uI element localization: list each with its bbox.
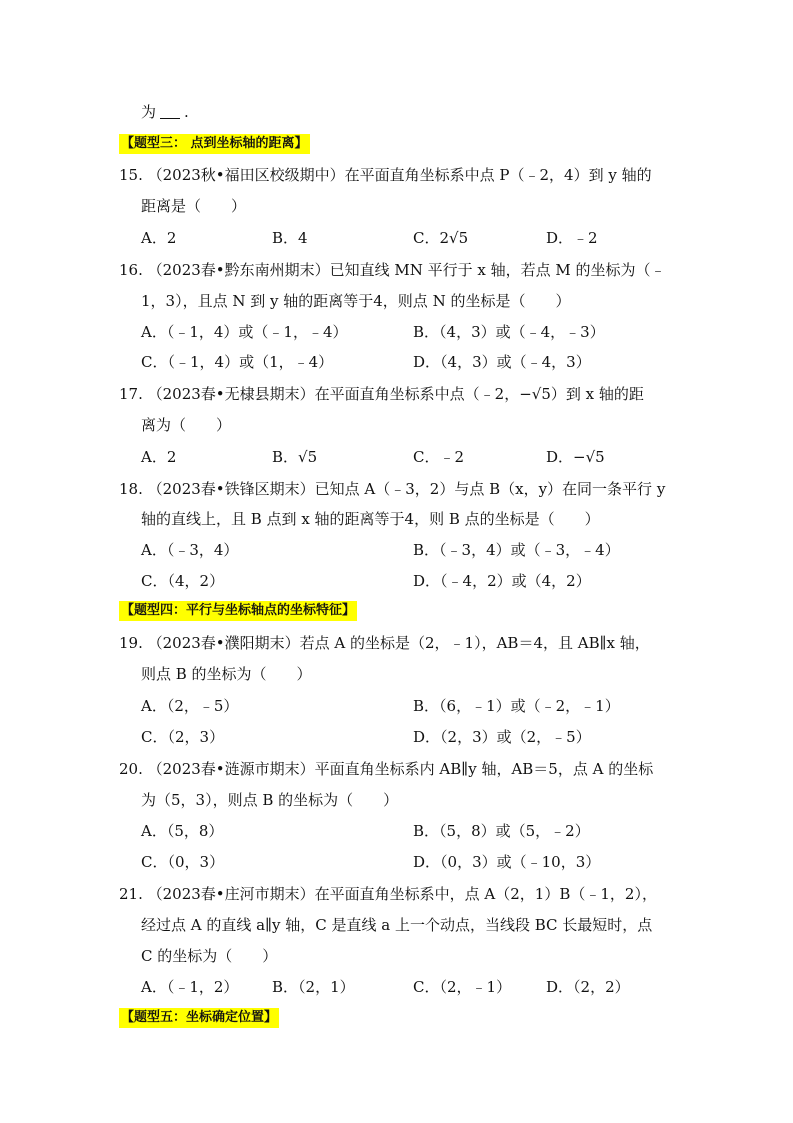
q19-option-a: A．（2，﹣5） [141, 697, 239, 715]
q20-line-2: 为（5，3），则点 B 的坐标为（ ） [141, 791, 399, 809]
q20-option-c: C．（0，3） [141, 853, 225, 871]
section-header-3: 【题型三： 点到坐标轴的距离】 [119, 134, 310, 154]
q15-line-1: 15. （2023秋•福田区校级期中）在平面直角坐标系中点 P（﹣2，4）到 y 轴的 [119, 166, 652, 184]
q16-line-2: 1，3），且点 N 到 y 轴的距离等于4，则点 N 的坐标是（ ） [141, 292, 571, 310]
fragment-suffix: . [184, 103, 189, 121]
fragment-prefix: 为 [141, 103, 157, 121]
q21-option-d: D．（2，2） [546, 978, 630, 996]
q20-option-b: B．（5，8）或（5，﹣2） [413, 822, 590, 840]
q18-line-2: 轴的直线上，且 B 点到 x 轴的距离等于4，则 B 点的坐标是（ ） [141, 510, 600, 528]
q16-option-b: B．（4，3）或（﹣4，﹣3） [413, 323, 605, 341]
q18-option-a: A．（﹣3，4） [141, 541, 239, 559]
question-fragment [141, 102, 189, 122]
answer-blank [160, 104, 180, 119]
q21-option-c: C．（2，﹣1） [413, 978, 512, 996]
q17-option-c: C．﹣2 [413, 448, 465, 466]
q15-option-a: A．2 [141, 229, 177, 247]
q17-line-2: 离为（ ） [141, 416, 232, 434]
q21-line-3: C 的坐标为（ ） [141, 947, 278, 965]
section-header-4: 【题型四：平行与坐标轴点的坐标特征】 [119, 601, 357, 621]
q16-option-d: D．（4，3）或（﹣4，3） [413, 353, 591, 371]
q21-line-2: 经过点 A 的直线 a∥y 轴，C 是直线 a 上一个动点，当线段 BC 长最短时，点 [141, 916, 653, 934]
q15-line-2: 距离是（ ） [141, 197, 247, 215]
q21-option-a: A．（﹣1，2） [141, 978, 239, 996]
q15-option-c: C．2√5 [413, 229, 469, 247]
q21-option-b: B．（2，1） [272, 978, 355, 996]
q17-option-a: A．2 [141, 448, 177, 466]
q17-option-b: B．√5 [272, 448, 318, 466]
q17-line-1: 17. （2023春•无棣县期末）在平面直角坐标系中点（﹣2，−√5）到 x 轴的距 [119, 385, 644, 403]
q15-option-d: D．﹣2 [546, 229, 598, 247]
q19-option-c: C．（2，3） [141, 728, 225, 746]
q18-line-1: 18. （2023春•铁锋区期末）已知点 A（﹣3，2）与点 B（x，y）在同一条平行 y [119, 480, 666, 498]
q19-line-1: 19. （2023春•濮阳期末）若点 A 的坐标是（2，﹣1），AB＝4，且 AB∥x 轴， [119, 634, 650, 652]
q21-line-1: 21. （2023春•庄河市期末）在平面直角坐标系中，点 A（2，1）B（﹣1，2）， [119, 885, 657, 903]
q18-option-d: D．（﹣4，2）或（4，2） [413, 572, 591, 590]
q19-option-d: D．（2，3）或（2，﹣5） [413, 728, 591, 746]
q16-line-1: 16. （2023春•黔东南州期末）已知直线 MN 平行于 x 轴，若点 M 的坐标为（﹣ [119, 261, 666, 279]
q16-option-a: A．（﹣1，4）或（﹣1，﹣4） [141, 323, 348, 341]
q20-option-a: A．（5，8） [141, 822, 224, 840]
q19-option-b: B．（6，﹣1）或（﹣2，﹣1） [413, 697, 620, 715]
q17-option-d: D．−√5 [546, 448, 605, 466]
q20-option-d: D．（0，3）或（﹣10，3） [413, 853, 601, 871]
q20-line-1: 20. （2023春•涟源市期末）平面直角坐标系内 AB∥y 轴，AB＝5，点 A 的坐标 [119, 760, 654, 778]
q18-option-b: B．（﹣3，4）或（﹣3，﹣4） [413, 541, 620, 559]
q16-option-c: C．（﹣1，4）或（1，﹣4） [141, 353, 334, 371]
q18-option-c: C．（4，2） [141, 572, 225, 590]
section-header-5: 【题型五：坐标确定位置】 [119, 1008, 279, 1028]
q19-line-2: 则点 B 的坐标为（ ） [141, 665, 312, 683]
q15-option-b: B．4 [272, 229, 308, 247]
